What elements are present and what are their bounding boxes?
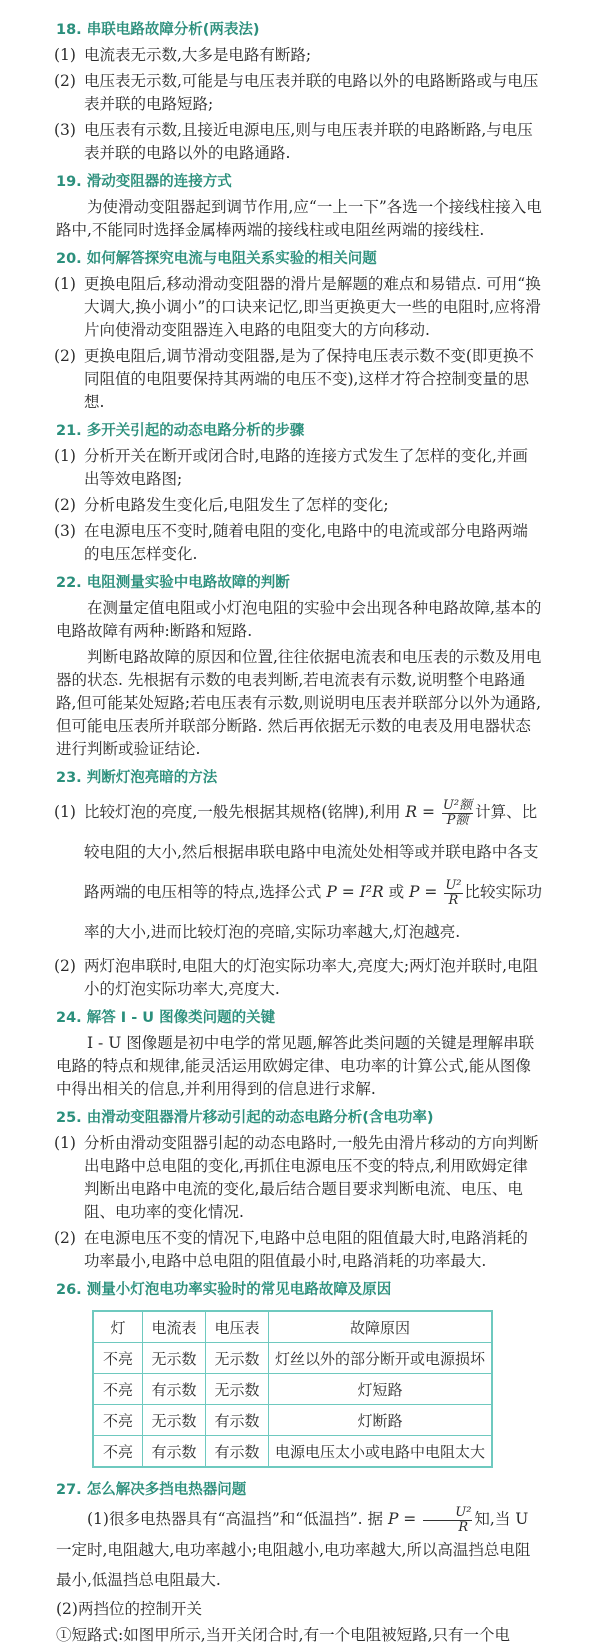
s18-item-1 bbox=[56, 44, 542, 67]
item-text: 分析开关在断开或闭合时,电路的连接方式发生了怎样的变化,并画出等效电路图; bbox=[84, 447, 528, 488]
s27-text-a: (1)很多电热器具有“高温挡”和“低温挡”. 据 bbox=[87, 1510, 384, 1528]
item-number: (1) bbox=[54, 46, 76, 64]
s19-paragraph: 为使滑动变阻器起到调节作用,应“一上一下”各选一个接线柱接入电路中,不能同时选择金属棒两端的接线柱或电阻丝两端的接线柱. bbox=[56, 198, 542, 239]
s21-item-2 bbox=[56, 494, 542, 517]
fraction-denominator: R bbox=[448, 892, 459, 908]
table-cell: 不亮 bbox=[93, 1405, 143, 1436]
item-text: 在电源电压不变时,随着电阻的变化,电路中的电流或部分电路两端的电压怎样变化. bbox=[84, 522, 528, 563]
table-cell: 无示数 bbox=[206, 1343, 269, 1374]
table-header-row bbox=[93, 1311, 492, 1343]
item-number: (2) bbox=[54, 347, 76, 365]
table-cell: 不亮 bbox=[93, 1374, 143, 1405]
table-cell: 灯断路 bbox=[269, 1405, 493, 1436]
item-number: (1) bbox=[54, 447, 76, 465]
table-cell: 有示数 bbox=[143, 1374, 206, 1405]
table-row bbox=[93, 1343, 492, 1374]
section-25-title: 25. 由滑动变阻器滑片移动引起的动态电路分析(含电功率) bbox=[56, 1110, 434, 1126]
table-cell: 无示数 bbox=[143, 1405, 206, 1436]
table-cell: 无示数 bbox=[143, 1343, 206, 1374]
item-text: 分析电路发生变化后,电阻发生了怎样的变化; bbox=[84, 496, 389, 514]
section-27-title: 27. 怎么解决多挡电热器问题 bbox=[56, 1482, 247, 1498]
s23-text-c: 比较实际功率的大小,进而比较灯泡的亮暗,实际功率越大,灯泡越亮. bbox=[84, 883, 543, 941]
s24-paragraph: I - U 图像题是初中电学的常见题,解答此类问题的关键是理解串联电路的特点和规律,能灵活运用欧姆定律、电功率的计算公式,能从图像中得出相关的信息,并利用得到的信息进行求解. bbox=[56, 1034, 535, 1098]
section-24-title: 24. 解答 I - U 图像类问题的关键 bbox=[56, 1010, 276, 1026]
item-text: 分析由滑动变阻器引起的动态电路时,一般先由滑片移动的方向判断出电路中总电阻的变化,再抓住电源电压不变的特点,利用欧姆定律判断出电路中电流的变化,最后结合题目要求判断电流、电压、电阻、电功率的变化情况. bbox=[84, 1134, 539, 1221]
table-cell: 有示数 bbox=[143, 1436, 206, 1468]
item-number: (2) bbox=[54, 496, 76, 514]
table-cell: 电源电压太小或电路中电阻太大 bbox=[269, 1436, 493, 1468]
item-text: 在电源电压不变的情况下,电路中总电阻的阻值最大时,电路消耗的功率最小,电路中总电阻的阻值最小时,电路消耗的功率最大. bbox=[84, 1229, 528, 1270]
header-cell: 电流表 bbox=[143, 1311, 206, 1343]
item-number: (1) bbox=[54, 1134, 76, 1152]
item-text: 电压表无示数,可能是与电压表并联的电路以外的电路断路或与电压表并联的电路短路; bbox=[84, 72, 539, 113]
fraction-numerator: U² bbox=[423, 1506, 472, 1521]
s20-item-1 bbox=[56, 273, 542, 342]
s23-item-1 bbox=[56, 792, 542, 952]
header-cell: 故障原因 bbox=[269, 1311, 493, 1343]
formula-p-lhs: P = bbox=[409, 883, 438, 901]
item-number: (3) bbox=[54, 522, 76, 540]
section-18-title: 18. 串联电路故障分析(两表法) bbox=[56, 22, 260, 38]
section-20-title: 20. 如何解答探究电流与电阻关系实验的相关问题 bbox=[56, 251, 377, 267]
item-number: (1) bbox=[54, 275, 76, 293]
section-19-title: 19. 滑动变阻器的连接方式 bbox=[56, 174, 232, 190]
item-number: (3) bbox=[54, 121, 76, 139]
section-22-title: 22. 电阻测量实验中电路故障的判断 bbox=[56, 575, 290, 591]
section-21-title: 21. 多开关引起的动态电路分析的步骤 bbox=[56, 423, 305, 439]
item-number: (2) bbox=[54, 72, 76, 90]
s27-paragraph-3: ①短路式:如图甲所示,当开关闭合时,有一个电阻被短路,只有一个电 bbox=[56, 1625, 511, 1644]
formula-p-lhs: P = bbox=[387, 1510, 417, 1528]
item-text: 更换电阻后,调节滑动变阻器,是为了保持电压表示数不变(即更换不同阻值的电阻要保持其两端的电压不变),这样才符合控制变量的思想. bbox=[84, 347, 534, 411]
s27-text-b: 知,当 U 一定时,电阻越大,电功率越小;电阻越小,电功率越大,所以高温挡总电阻最小,低温挡总电阻最大. bbox=[56, 1510, 531, 1589]
table-cell: 有示数 bbox=[206, 1436, 269, 1468]
table-row bbox=[93, 1374, 492, 1405]
table-cell: 有示数 bbox=[206, 1405, 269, 1436]
header-cell: 电压表 bbox=[206, 1311, 269, 1343]
s22-paragraph-1: 在测量定值电阻或小灯泡电阻的实验中会出现各种电路故障,基本的电路故障有两种:断路和短路. bbox=[56, 599, 542, 640]
fraction-numerator: U² bbox=[445, 877, 462, 893]
section-23-title: 23. 判断灯泡亮暗的方法 bbox=[56, 770, 218, 786]
s20-item-2 bbox=[56, 345, 542, 414]
table-cell: 灯短路 bbox=[269, 1374, 493, 1405]
formula-p-fraction bbox=[444, 879, 462, 908]
fraction-denominator: P额 bbox=[446, 812, 469, 828]
s21-item-3 bbox=[56, 520, 542, 566]
item-text: 两灯泡串联时,电阻大的灯泡实际功率大,亮度大;两灯泡并联时,电阻小的灯泡实际功率大,亮度大. bbox=[84, 957, 539, 998]
formula-r-lhs: R = bbox=[405, 803, 435, 821]
item-text: 电流表无示数,大多是电路有断路; bbox=[84, 46, 312, 64]
table-row bbox=[93, 1405, 492, 1436]
fraction-denominator: R bbox=[458, 1519, 469, 1535]
s21-item-1 bbox=[56, 445, 542, 491]
table-cell: 不亮 bbox=[93, 1343, 143, 1374]
item-number: (2) bbox=[54, 957, 76, 975]
s22-paragraph-2: 判断电路故障的原因和位置,往往依据电流表和电压表的示数及用电器的状态. 先根据有示数的电表判断,若电流表有示数,说明整个电路通路,但可能某处短路;若电压表有示数,则说明电压表并联部分以外为通路,但可能电压表所并联部分断路. 然后再依据无示数的电表及用电器状态进行判断或验证结论. bbox=[56, 648, 542, 758]
s25-item-1 bbox=[56, 1132, 542, 1224]
s27-paragraph-1 bbox=[56, 1504, 542, 1595]
s23-item-2 bbox=[56, 955, 542, 1001]
item-number: (2) bbox=[54, 1229, 76, 1247]
section-26-title: 26. 测量小灯泡电功率实验时的常见电路故障及原因 bbox=[56, 1282, 392, 1298]
table-cell: 灯丝以外的部分断开或电源损坏 bbox=[269, 1343, 493, 1374]
s23-text-b: 计算、比较电阻的大小,然后根据串联电路中电流处处相等或并联电路中各支路两端的电压相等的特点,选择公式 bbox=[84, 803, 539, 901]
s25-item-2 bbox=[56, 1227, 542, 1273]
item-number: (1) bbox=[54, 803, 76, 821]
s18-item-2 bbox=[56, 70, 542, 116]
table-cell: 不亮 bbox=[93, 1436, 143, 1468]
formula-p-fraction bbox=[423, 1506, 472, 1535]
fault-table bbox=[92, 1310, 493, 1468]
table-row bbox=[93, 1436, 492, 1468]
item-text: 电压表有示数,且接近电源电压,则与电压表并联的电路断路,与电压表并联的电路以外的电路通路. bbox=[84, 121, 533, 162]
fraction-numerator: U²额 bbox=[442, 797, 473, 813]
item-text: 更换电阻后,移动滑动变阻器的滑片是解题的难点和易错点. 可用“换大调大,换小调小”的口诀来记忆,即当更换更大一些的电阻时,应将滑片向使滑动变阻器连入电路的电阻变大的方向移动. bbox=[84, 275, 541, 339]
s23-text-a: 比较灯泡的亮度,一般先根据其规格(铭牌),利用 bbox=[84, 803, 401, 821]
s27-paragraph-2: (2)两挡位的控制开关 bbox=[56, 1599, 202, 1618]
s18-item-3 bbox=[56, 119, 542, 165]
item-text bbox=[84, 792, 542, 952]
header-cell: 灯 bbox=[93, 1311, 143, 1343]
formula-r-fraction bbox=[442, 799, 473, 828]
table-cell: 无示数 bbox=[206, 1374, 269, 1405]
s23-or: 或 bbox=[388, 883, 405, 901]
formula-p-i2r: P = I²R bbox=[326, 883, 384, 901]
